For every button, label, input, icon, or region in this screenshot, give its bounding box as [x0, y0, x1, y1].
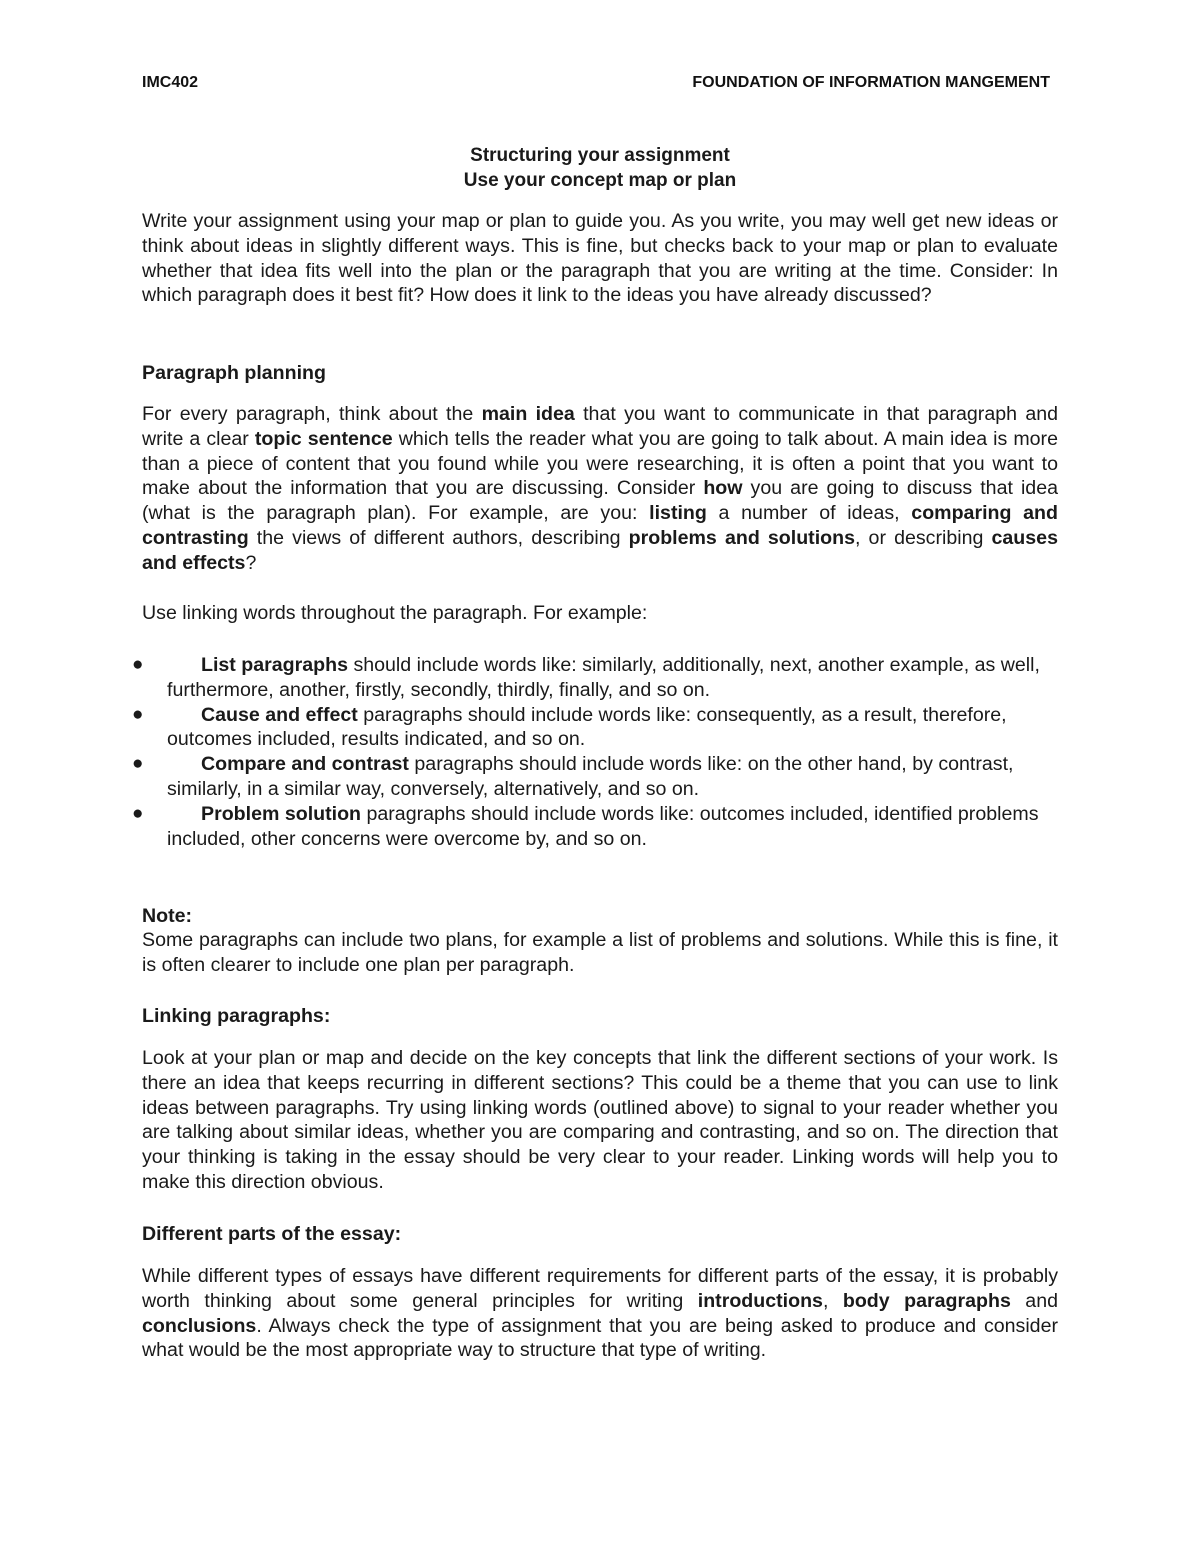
- list-item: ● List paragraphs should include words like: similarly, additionally, next, another example, as well, furthermore, another, firstly, secondly, thirdly, finally, and so on.: [132, 654, 1040, 701]
- list-item: ● Cause and effect paragraphs should include words like: consequently, as a result, therefore, outcomes included, results indicated, and so on.: [132, 703, 1007, 751]
- essay-parts-text: While different types of essays have different requirements for different parts of the essay, it is probably worth thinking about some general principles for writing introductions, body paragraphs and conclusions. Always check the type of assignment that you are being asked to produce and consider what would be the most appropriate way to structure that type of writing.: [142, 1265, 1059, 1362]
- linking-words-intro: Use linking words throughout the paragraph. For example:: [142, 602, 648, 624]
- intro-paragraph: Write your assignment using your map or plan to guide you. As you write, you may well get new ideas or think about ideas in slightly different ways. This is fine, but checks back to your map or plan to evaluate whether that idea fits well into the plan or the paragraph that you are writing at the time. Consider: In which paragraph does it best fit? How does it link to the ideas you have already discussed?: [142, 210, 1058, 307]
- title-line-1: Structuring your assignment: [470, 145, 730, 166]
- title-line-2: Use your concept map or plan: [463, 170, 737, 191]
- course-title: FOUNDATION OF INFORMATION MANGEMENT: [692, 74, 1050, 91]
- linking-words-list: [132, 653, 1058, 851]
- course-code: IMC402: [142, 74, 199, 91]
- paragraph-planning-heading: Paragraph planning: [142, 362, 326, 384]
- paragraph-planning-text: For every paragraph, think about the main idea that you want to communicate in that paragraph and write a clear topic sentence which tells the reader what you are going to talk about. A main idea is more than a piece of content that you found while you were researching, it is often a point that you want to make about the information that you are discussing. Consider how you are going to discuss that idea (what is the paragraph plan). For example, are you: listing a number of ideas, comparing and contrasting the views of different authors, describing problems and solutions, or describing causes and effects?: [142, 403, 1059, 574]
- bullet-icon: ●: [132, 753, 144, 775]
- bullet-icon: ●: [132, 703, 144, 725]
- essay-parts-heading: Different parts of the essay:: [142, 1223, 402, 1245]
- bullet-icon: ●: [132, 654, 144, 675]
- note-text: Some paragraphs can include two plans, for example a list of problems and solutions. While this is fine, it is often clearer to include one plan per paragraph.: [142, 929, 1058, 976]
- list-item: ● Compare and contrast paragraphs should include words like: on the other hand, by contrast, similarly, in a similar way, conversely, alternatively, and so on.: [132, 753, 1014, 800]
- bullet-icon: ●: [132, 802, 144, 824]
- document-title: [142, 143, 1058, 193]
- note-heading: Note:: [142, 905, 193, 927]
- linking-paragraphs-heading: Linking paragraphs:: [142, 1005, 331, 1027]
- list-item: ● Problem solution paragraphs should include words like: outcomes included, identified problems included, other concerns were overcome by, and so on.: [132, 802, 1039, 850]
- linking-paragraphs-text: Look at your plan or map and decide on the key concepts that link the different sections of your work. Is there an idea that keeps recurring in different sections? This could be a theme that you can use to link ideas between paragraphs. Try using linking words (outlined above) to signal to your reader whether you are talking about similar ideas, whether you are comparing and contrasting, and so on. The direction that your thinking is taking in the essay should be very clear to your reader. Linking words will help you to make this direction obvious.: [142, 1047, 1058, 1193]
